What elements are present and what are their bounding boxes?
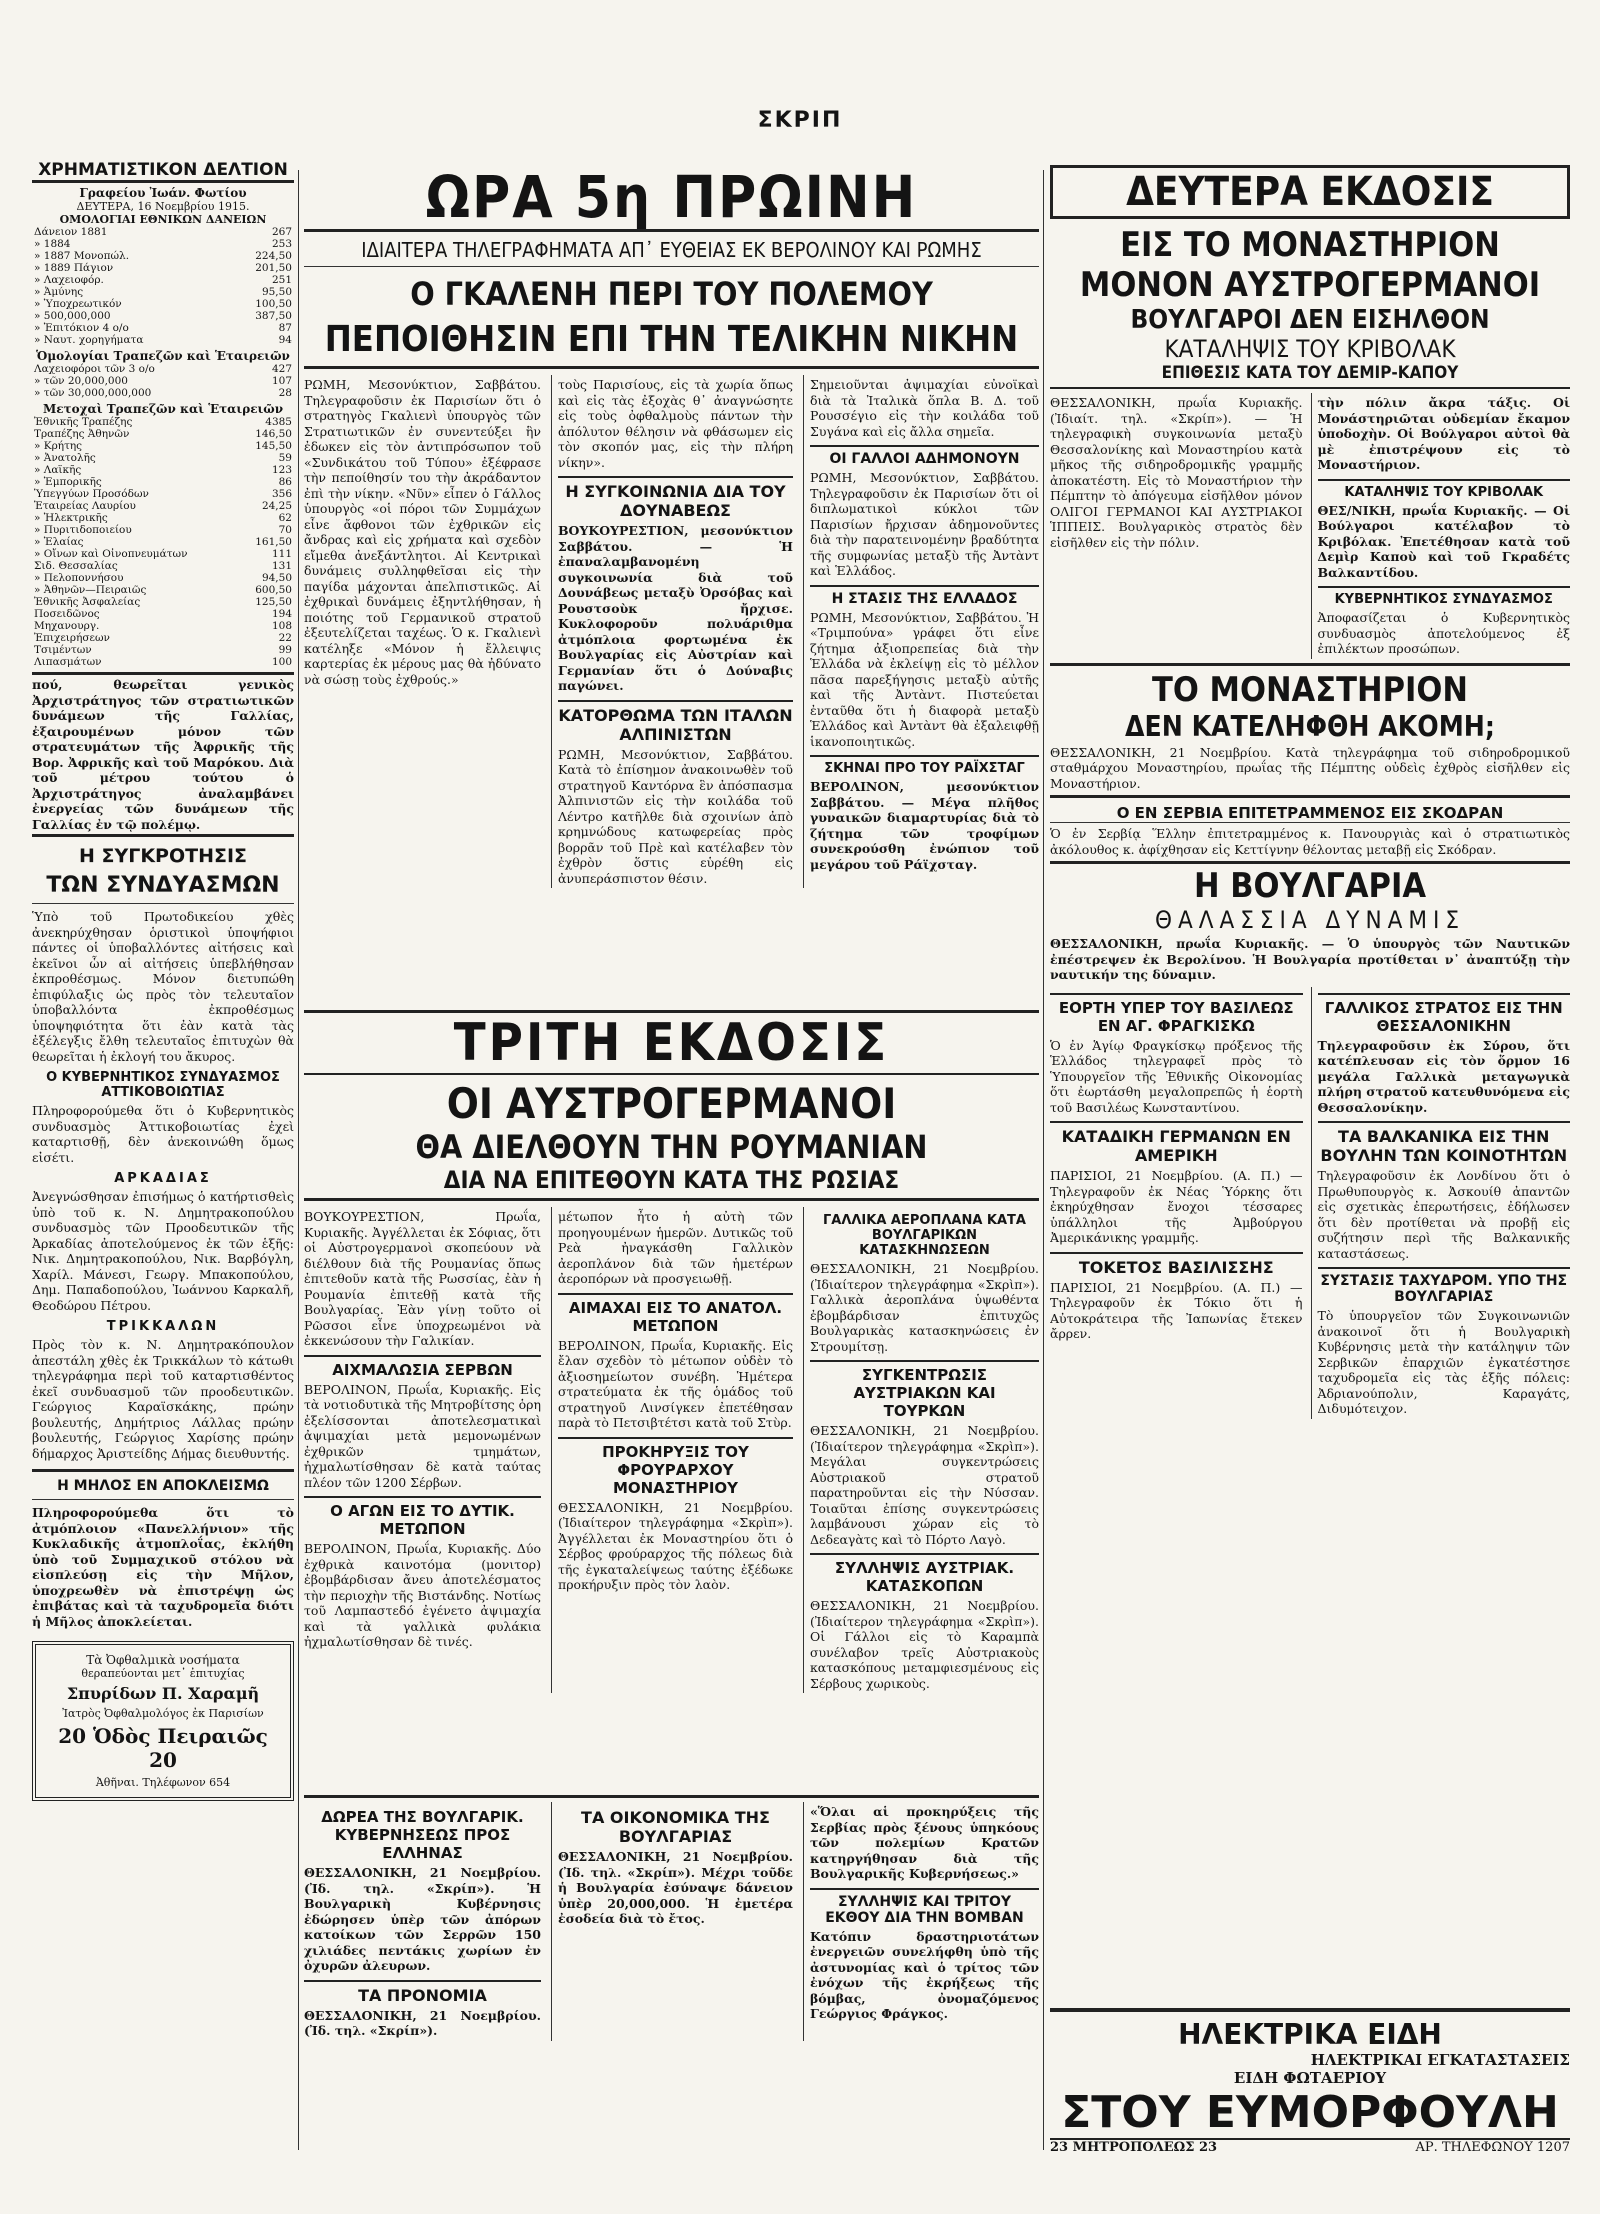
dorea-section	[304, 1795, 1039, 2155]
headline: ΣΚΗΝΑΙ ΠΡΟ ΤΟΥ ΡΑΪΧΣΤΑΓ	[810, 755, 1039, 776]
ad-phone: ΑΡ. ΤΗΛΕΦΩΝΟΥ 1207	[1415, 2140, 1570, 2155]
ad-address: 23 ΜΗΤΡΟΠΟΛΕΩΣ 23	[1050, 2140, 1218, 2155]
ad-line: Ἰατρὸς Ὀφθαλμολόγος ἐκ Παρισίων	[62, 1707, 264, 1720]
ad-title: ΗΛΕΚΤΡΙΚΑ ΕΙΔΗ	[1178, 2018, 1442, 2051]
article-text: μέτωπον ἦτο ἡ αὐτὴ τῶν προηγουμένων ἡμερῶν. Δυτικῶς τοῦ Ρεὰ ἠναγκάσθη Γαλλικὸν ἀεροπλάνον διὰ τῶν ἡμετέρων ἀεροπόρων νὰ προσγειωθῇ.	[557, 1209, 793, 1286]
exchange-name: Δάνειον 1881	[34, 226, 108, 238]
exchange-value: 59	[278, 452, 292, 464]
exchange-name: » Ναυτ. χορηγήματα	[34, 334, 144, 346]
exchange-value: 24,25	[261, 500, 292, 512]
article-text: Ἀνεγνώσθησαν ἐπισήμως ὁ κατήρτισθεὶς ὑπὸ τοῦ κ. Ν. Δημητρακοπούλου συνδυασμὸς τῶν Προοδευτικῶν τῆς Ἀρκαδίας ἀποτελούμενος ἐκ τῶν ἑξῆς: Νικ. Δημητρακοπούλου, Νικ. Βαρβόγλη, Χαρίλ. Μάνεσι, Γεωργ. Μπακοπούλου, Δημ. Παπαδοπούλου, Ἰωάννου Καρκαλῆ, Θεοδώρου Πέτρου.	[32, 1189, 294, 1313]
exchange-name: Ἐπιχειρήσεων	[34, 632, 110, 644]
exchange-value: 100,50	[255, 298, 292, 310]
exchange-value: 107	[271, 375, 292, 387]
exchange-value: 161,50	[255, 536, 292, 548]
exchange-name: Ἑταιρείας Λαυρίου	[34, 500, 136, 512]
headline: ΟΙ ΓΑΛΛΟΙ ΑΔΗΜΟΝΟΥΝ	[810, 445, 1039, 467]
article-text: ΡΩΜΗ, Μεσονύκτιον, Σαββάτου. Τηλεγραφοῦσιν ἐκ Παρισίων ὅτι ὁ στρατηγὸς Γκαλιενὶ ὑπουργὸς τῶν Στρατιωτικῶν ἐν συνεντεύξει ἣν ἐδωκεν εἰς τὸν ἀντιπρόσωπον τοῦ «Συνδικάτου τοῦ Τύπου» ἐξέφρασε τὴν πεποίθησίν του τὴν ἀκράδαντον ἐπὶ τὴν νίκην. «Νῦν» εἶπεν ὁ Γάλλος ὑπουργὸς «οἱ πόροι τῶν Συμμάχων εἶνε ἄφθονοι τῶν ἐχθρικῶν εἰς ἄνδρας καὶ εἰς χρήματα καὶ σχεδὸν εἴμεθα ἀνεξάντλητοι. Αἱ Κεντρικαὶ δυνάμεις συλληφθεῖσαι εἰς τὴν παγίδα μάχονται ἀπελπιστικῶς. Αἱ ἐχθρικαὶ δυνάμεις ἐξηντλήθησαν, ἡ ποιότης τοῦ Γερμανικοῦ στρατοῦ ἐξευτελίζεται ταχέως. Ὁ κ. Γκαλιενὶ κατέληξε «Μόνον ἡ ἔλλειψις καρτερίας ἐκ μέρους μας θὰ ἠδύνατο νὰ σώσῃ τοὺς ἐχθρούς.»	[304, 377, 541, 687]
article-text: Κατόπιν δραστηριοτάτων ἐνεργειῶν συνελήφθη ὑπὸ τῆς ἀστυνομίας καὶ ὁ τρίτος τῶν ἐνόχων τῆς ἐκρήξεως τῆς βόμβας, ὀνομαζόμενος Γεώργιος Φράγκος.	[809, 1928, 1039, 2021]
exchange-row	[32, 322, 294, 334]
exchange-row	[32, 584, 294, 596]
subheadline: ΤΡΙΚΚΑΛΩΝ	[106, 1319, 220, 1334]
exchange-date: ΔΕΥΤΕΡΑ, 16 Νοεμβρίου 1915.	[76, 200, 250, 213]
article-text: Ὑπὸ τοῦ Πρωτοδικείου χθὲς ἀνεκηρύχθησαν ὁριστικοὶ ὑποψήφιοι πάντες οἱ ὑποβαλλόντες αἰτήσεις καὶ ἐκεῖνοι ὧν αἱ αἰτήσεις ὑπεβλήθησαν ἐκπροθέσμως. Μόνον διετυπώθη ἐπιφύλαξις ὡς πρὸς τὸν τελευταῖον ὑποβαλλόντα ἐκπροθέσμως ὑποψηφιότητα ὅτι ἐὰν κατὰ τὰς ἐξέλεγξις ἔλθη τελευταῖος ἐπιτυχὼν θὰ θεωρεῖται ἡ ἐκλογή του ἄκυρος.	[32, 909, 294, 1064]
article-text: ΒΕΡΟΛΙΝΟΝ, Πρωΐα, Κυριακῆς. Δύο ἐχθρικὰ καινοτόμα (μονιτορ) ἐβομβάρδισαν ἄνευ ἀποτελέσματος τὴν περιοχὴν τῆς Βιστάνδης. Νοτίως τοῦ Λαμπαστεδό ἐγένετο ἀψιμαχία καὶ τὰ γαλλικὰ φυλάκια ἠχμαλωτίσθησαν δὲ τινές.	[304, 1541, 541, 1649]
exchange-table-shares	[32, 416, 294, 668]
exchange-name: » 1887 Μονοπώλ.	[34, 250, 130, 262]
exchange-value: 62	[278, 512, 292, 524]
article-text: ΒΕΡΟΛΙΝΟΝ, μεσονύκτιον Σαββάτου. — Μέγα πλῆθος γυναικῶν διαμαρτυρίας διὰ τὸ ζήτημα τῶν τροφίμων συνεκρούσθη ἐνώπιον τοῦ μεγάρου τοῦ Ράϊχσταγ.	[809, 779, 1039, 872]
ad-name: Σπυρίδων Π. Χαραμῆ	[66, 1684, 260, 1703]
exchange-value: 427	[271, 363, 292, 375]
ad-address: 20 Ὁδὸς Πειραιῶς 20	[58, 1724, 268, 1772]
exchange-row	[32, 262, 294, 274]
exchange-name: » Πυριτιδοποιείου	[34, 524, 132, 536]
headline: ΤΑ ΟΙΚΟΝΟΜΙΚΑ ΤΗΣ ΒΟΥΛΓΑΡΙΑΣ	[581, 1808, 770, 1846]
exchange-row	[32, 620, 294, 632]
gallieni-headline: Ο ΓΚΑΛΕΝΗ ΠΕΡΙ ΤΟΥ ΠΟΛΕΜΟΥ	[410, 275, 933, 313]
exchange-name: » Πελοποννήσου	[34, 572, 124, 584]
exchange-name: » τῶν 20,000,000	[34, 375, 128, 387]
exchange-row	[32, 286, 294, 298]
romania-headline: ΘΑ ΔΙΕΛΘΟΥΝ ΤΗΝ ΡΟΥΜΑΝΙΑΝ	[415, 1128, 928, 1166]
exchange-name: Ἐθνικῆς Ἀσφαλείας	[34, 596, 141, 608]
exchange-name: » Ἐμπορικῆς	[34, 476, 102, 488]
ad-line: θεραπεύονται μετ᾽ ἐπιτυχίας	[81, 1667, 245, 1680]
exchange-value: 86	[278, 476, 292, 488]
exchange-value: 94,50	[261, 572, 292, 584]
ad-line: Ἀθῆναι. Τηλέφωνον 654	[95, 1776, 231, 1789]
article-text: ΒΕΡΟΛΙΝΟΝ, Πρωΐα, Κυριακῆς. Εἰς ἔλαν σχεδὸν τὸ μέτωπον οὐδὲν τὸ ἀξιοσημείωτον συνέβη. Ἡμέτερα στρατεύματα ἐκ τῆς ὁμάδος τοῦ στρατηγοῦ Λινσίγκεν ἐπετέθησαν παρὰ τὸ Πετσιβτέτσι κατὰ τοῦ Στὺρ.	[557, 1337, 793, 1430]
exchange-section-title: ΟΜΟΛΟΓΙΑΙ ΕΘΝΙΚΩΝ ΔΑΝΕΙΩΝ	[59, 213, 267, 226]
article-text: Ὁ ἐν Ἁγίῳ Φραγκίσκῳ πρόξενος τῆς Ἑλλάδος τηλεγραφεῖ πρὸς τὸ Ὑπουργεῖον τῆς Ἐθνικῆς Οἰκονομίας ὅτι ἐωρτάσθη μεγαλοπρεπῶς ἡ ἑορτὴ τοῦ Βασιλέως Κωνσταντίνου.	[1050, 1037, 1303, 1115]
triti-banner: ΤΡΙΤΗ ΕΚΔΟΣΙΣ	[453, 1013, 890, 1073]
headline: ΣΥΓΚΕΝΤΡΩΣΙΣ ΑΥΣΤΡΙΑΚΩΝ ΚΑΙ ΤΟΥΡΚΩΝ	[810, 1360, 1039, 1420]
exchange-row	[32, 656, 294, 668]
headline: ΔΕΝ ΚΑΤΕΛΗΦΘΗ ΑΚΟΜΗ;	[1125, 709, 1495, 743]
headline: ΓΑΛΛΙΚΑ ΑΕΡΟΠΛΑΝΑ ΚΑΤΑ ΒΟΥΛΓΑΡΙΚΩΝ ΚΑΤΑΣΚΗΝΩΣΕΩΝ	[822, 1213, 1026, 1258]
article-text: «Ὅλαι αἱ προκηρύξεις τῆς Σερβίας πρὸς ξένους ὑπηκόους τῶν πολεμίων Κρατῶν κατηργήθησαν διὰ τῆς Βουλγαρικῆς Κυβερνήσεως.»	[809, 1804, 1039, 1881]
exchange-value: 70	[278, 524, 292, 536]
exchange-row	[32, 440, 294, 452]
article-text: Πρὸς τὸν κ. Ν. Δημητρακόπουλον ἀπεστάλη χθὲς ἐκ Τρικκάλων τὸ κάτωθι τηλεγράφημα περὶ τοῦ καταρτισθέντος ἐκεῖ συνδυασμοῦ τῶν προοδευτικῶν. Γεώργιος Καραϊσκάκης, πρώην βουλευτής, Δημήτριος Λάλλας πρώην βουλευτής, Γεώργιος Χαρίσης πρώην δήμαρχος Ἀριστείδης Δήμας διευθυντής.	[32, 1337, 294, 1461]
subheadline: ΑΡΚΑΔΙΑΣ	[114, 1171, 212, 1186]
article-text: ΘΕΣΣΑΛΟΝΙΚΗ, 21 Νοεμβρίου. (Ἰδιαίτερον τηλεγράφημα «Σκρὶπ»). Ἀγγέλλεται ἐκ Μοναστηρίου ὅτι ὁ Σέρβος φρούραρχος τῆς πόλεως διὰ τῆς ἐγκαταλείψεως ταύτης ἐξέδωκε προκήρυξιν πρὸς τὸν λαὸν.	[557, 1499, 793, 1592]
exchange-name: » Ἐλαίας	[34, 536, 84, 548]
article-text: τὴν πόλιν ἄκρα τάξις. Οἱ Μονάστηριῶται οὐδεμίαν ἔκαμον ὑποδοχὴν. Οἱ Βούλγαροι αὐτοὶ θὰ μὲ ἐπιστρέψουν εἰς τὸ Μοναστήριον.	[1317, 395, 1570, 472]
exchange-value: 108	[271, 620, 292, 632]
exchange-value: 145,50	[255, 440, 292, 452]
article-text: Πληροφορούμεθα ὅτι ὁ Κυβερνητικὸς συνδυασμὸς Ἀττικοβοιωτίας ἐχεὶ καταρτισθῇ, δὲν ἀνεκοινώθη ὅμως εἰσέτι.	[32, 1103, 294, 1165]
masthead: ΣΚΡΙΠ	[757, 108, 843, 133]
exchange-row	[32, 608, 294, 620]
exchange-name: Μηχανουργ.	[34, 620, 100, 632]
exchange-column	[32, 160, 294, 2150]
exchange-row	[32, 375, 294, 387]
exchange-row	[32, 250, 294, 262]
exchange-value: 125,50	[255, 596, 292, 608]
article-text: ΒΟΥΚΟΥΡΕΣΤΙΟΝ, μεσονύκτιον Σαββάτου. — Ἡ ἐπαναλαμβανομένη συγκοινωνία διὰ τοῦ Δουνάβεως μεταξὺ Ὀρσόβας καὶ Ρουστσοὺκ ἤρχισε. Κυκλοφοροῦν πολυάριθμα ἀτμόπλοια φορτωμένα ἐκ Βουλγαρίας εἰς Αὐστρίαν καὶ Γερμανίαν ὅτι ὁ Δούναβις παγώνει.	[557, 523, 793, 693]
exchange-row	[32, 226, 294, 238]
headline: ΤΑ ΒΑΛΚΑΝΙΚΑ ΕΙΣ ΤΗΝ ΒΟΥΛΗΝ ΤΩΝ ΚΟΙΝΟΤΗΤΩΝ	[1318, 1121, 1571, 1165]
exchange-office: Γραφείου Ἰωάν. Φωτίου	[79, 186, 247, 200]
exchange-name: Ποσειδῶνος	[34, 608, 100, 620]
ad-store: ΣΤΟΥ ΕΥΜΟΡΦΟΥΛΗ	[1061, 2087, 1559, 2138]
exchange-name: » Ἐπιτόκιον 4 ο/ο	[34, 322, 129, 334]
exchange-row	[32, 524, 294, 536]
article-text: ΘΕΣΣΑΛΟΝΙΚΗ, 21 Νοεμβρίου. (Ἰδιαίτερον τηλεγράφημα «Σκρὶπ»). Γαλλικὰ ἀεροπλάνα ὑψωθέντα ἐβομβάρδισαν ἐπιτυχῶς Βουλγαρικὰς κατασκηνώσεις ἐν Στρουμίτσῃ.	[809, 1261, 1039, 1354]
article-text: Τηλεγραφοῦσιν ἐκ Λονδίνου ὅτι ὁ Πρωθυπουργὸς κ. Ἀσκουίθ ἀπαντῶν εἰς σχετικὰς ἐπερωτήσεις, ἐδήλωσεν ὅτι δὲν προτίθεται νὰ προβῇ εἰς συζήτησιν περὶ τῆς Βαλκανικῆς καταστάσεως.	[1317, 1168, 1570, 1261]
headline: Η ΣΤΑΣΙΣ ΤΗΣ ΕΛΛΑΔΟΣ	[810, 585, 1039, 607]
headline: Η ΣΥΓΚΟΙΝΩΝΙΑ ΔΙΑ ΤΟΥ ΔΟΥΝΑΒΕΩΣ	[558, 476, 793, 520]
exchange-value: 224,50	[255, 250, 292, 262]
krivolak-headline: ΚΑΤΑΛΗΨΙΣ ΤΟΥ ΚΡΙΒΟΛΑΚ	[1164, 335, 1456, 363]
headline: ΚΑΤΑΛΗΨΙΣ ΤΟΥ ΚΡΙΒΟΛΑΚ	[1318, 479, 1571, 500]
exchange-value: 194	[271, 608, 292, 620]
exchange-name: Ὑπεγγύων Προσόδων	[34, 488, 149, 500]
headline: ΠΡΟΚΗΡΥΞΙΣ ΤΟΥ ΦΡΟΥΡΑΡΧΟΥ ΜΟΝΑΣΤΗΡΙΟΥ	[558, 1437, 793, 1497]
article-text: ΘΕΣΣΑΛΟΝΙΚΗ, πρωΐα Κυριακῆς. (Ἰδιαίτ. τηλ. «Σκρίπ»). — Ἡ τηλεγραφικὴ συγκοινωνία μεταξὺ Θεσσαλονίκης καὶ Μοναστηρίου κατὰ μῆκος τῆς σιδηροδρομικῆς γραμμῆς ἀποκατέστη. Εἰς τὸ Μοναστήριον τὴν Πέμπτην τὸ ἀπόγευμα εἰσῆλθον μόνον ΟΛΙΓΟΙ ΓΕΡΜΑΝΟΙ ΚΑΙ ΑΥΣΤΡΙΑΚΟΙ ἹΠΠΕΙΣ. Βουλγαρικὸς στρατὸς δὲν εἰσῆλθεν εἰς τὴν πόλιν.	[1050, 395, 1303, 550]
article-text: ΘΕΣ/ΝΙΚΗ, πρωΐα Κυριακῆς. — Οἱ Βούλγαροι κατέλαβον τὸ Κριβόλακ. Ἐπετέθησαν κατὰ τοῦ Δεμὶρ Καποὺ καὶ τοῦ Γκραδέτς Βαλκαντίδου.	[1317, 502, 1570, 580]
headline: ΑΙΜΑΧΑΙ ΕΙΣ ΤΟ ΑΝΑΤΟΛ. ΜΕΤΩΠΟΝ	[558, 1293, 793, 1335]
exchange-name: » Ὑποχρεωτικόν	[34, 298, 122, 310]
exchange-value: 267	[271, 226, 292, 238]
headline: ΘΑΛΑΣΣΙΑ ΔΥΝΑΜΙΣ	[1154, 906, 1466, 934]
exchange-value: 251	[271, 274, 292, 286]
exchange-name: » τῶν 30,000,000,000	[34, 387, 152, 399]
article-text: ΘΕΣΣΑΛΟΝΙΚΗ, 21 Νοεμβρίου. (Ἰδ. τηλ. «Σκρίπ»).	[304, 2007, 541, 2038]
exchange-row	[32, 596, 294, 608]
headline: ΣΥΛΛΗΨΙΣ ΑΥΣΤΡΙΑΚ. ΚΑΤΑΣΚΟΠΩΝ	[810, 1553, 1039, 1595]
article-text: Ἀποφασίζεται ὁ Κυβερνητικὸς συνδυασμὸς ἀποτελούμενος ἐξ ἐπιλέκτων προσώπων.	[1317, 610, 1570, 656]
headline: ΣΥΛΛΗΨΙΣ ΚΑΙ ΤΡΙΤΟΥ ΕΚΘΟΥ ΔΙΑ ΤΗΝ ΒΟΜΒΑΝ	[810, 1888, 1039, 1926]
exchange-row	[32, 632, 294, 644]
exchange-value: 131	[271, 560, 292, 572]
exchange-table-loans	[32, 226, 294, 346]
exchange-value: 387,50	[255, 310, 292, 322]
article-text: ΡΩΜΗ, Μεσονύκτιον, Σαββάτου. Κατὰ τὸ ἐπίσημον ἀνακοινωθὲν τοῦ στρατηγοῦ Καντόρνα ἓν ἀπόσπασμα Ἀλπινιστῶν εἰς τὴν κοιλάδα τοῦ Λέντρο κατῆλθε διὰ σχοινίων ἀπὸ κρημνώδους κατωφερείας πρὸς βορρᾶν τοῦ Πρὲ καὶ κατέλαβεν τὸν ἐχθρὸν ὅστις εὑρέθη εἰς ἀνυπεράσπιστον θέσιν.	[557, 746, 793, 886]
exchange-row	[32, 238, 294, 250]
eye-doctor-ad	[32, 1641, 294, 1801]
exchange-row	[32, 416, 294, 428]
article-text: τοὺς Παρισίους, εἰς τὰ χωρία ὅπως καὶ εἰς τὰς ἐξοχὰς θ᾽ ἀναγνώσητε εἰς τοὺς ὀφθαλμοὺς πάντων τὴν ἀπόλυτον θέλησιν νὰ φθάσωμεν εἰς τὸν σκοπόν μας, εἰς τὴν πλήρη νίκην».	[557, 377, 793, 470]
exchange-row	[32, 572, 294, 584]
exchange-row	[32, 452, 294, 464]
exchange-value: 111	[271, 548, 292, 560]
exchange-row	[32, 464, 294, 476]
headline: ΣΥΣΤΑΣΙΣ ΤΑΧΥΔΡΟΜ. ΥΠΟ ΤΗΣ ΒΟΥΛΓΑΡΙΑΣ	[1318, 1267, 1571, 1305]
exchange-value: 87	[278, 322, 292, 334]
monastirion-headline: ΕΙΣ ΤΟ ΜΟΝΑΣΤΗΡΙΟΝ	[1120, 225, 1500, 265]
article-text: ΘΕΣΣΑΛΟΝΙΚΗ, πρωΐα Κυριακῆς. — Ὁ ὑπουργὸς τῶν Ναυτικῶν ἐπέστρεψεν ἐκ Βερολίνου. Ἡ Βουλγαρία προτίθεται ν᾽ ἀναπτύξῃ τὴν ναυτικήν της δύναμιν.	[1050, 936, 1570, 982]
headline: ΚΥΒΕΡΝΗΤΙΚΟΣ ΣΥΝΔΥΑΣΜΟΣ	[1318, 586, 1571, 607]
headline: Η ΒΟΥΛΓΑΡΙΑ	[1194, 866, 1426, 906]
russia-headline: ΔΙΑ ΝΑ ΕΠΙΤΕΘΟΥΝ ΚΑΤΑ ΤΗΣ ΡΩΣΙΑΣ	[304, 1166, 1039, 1201]
exchange-row	[32, 298, 294, 310]
article-text: ΘΕΣΣΑΛΟΝΙΚΗ, 21 Νοεμβρίου. Κατὰ τηλεγράφημα τοῦ σιδηροδρομικοῦ σταθμάρχου Μοναστηρίου, πρωΐας τῆς Πέμπτης οὐδεὶς ἐχθρὸς εἰσῆλθεν εἰς Μοναστήριον.	[1050, 744, 1570, 791]
exchange-name: Τραπέζης Ἀθηνῶν	[34, 428, 130, 440]
exchange-name: » Ἀθηνῶν—Πειραιῶς	[34, 584, 147, 596]
exchange-row	[32, 536, 294, 548]
exchange-table-bonds	[32, 363, 294, 399]
exchange-name: » Ἀμύνης	[34, 286, 84, 298]
exchange-value: 253	[271, 238, 292, 250]
exchange-value: 146,50	[255, 428, 292, 440]
headline: ΤΟ ΜΟΝΑΣΤΗΡΙΟΝ	[1152, 669, 1468, 710]
article-text: Τηλεγραφοῦσιν ἐκ Σύρου, ὅτι κατέπλευσαν εἰς τὸν ὅρμον 16 μεγάλα Γαλλικὰ μεταγωγικὰ πλήρη στρατοῦ κατευθυνόμενα εἰς Θεσσαλονίκην.	[1317, 1037, 1570, 1115]
exchange-name: Τσιμέντων	[34, 644, 92, 656]
article-text: ΘΕΣΣΑΛΟΝΙΚΗ, 21 Νοεμβρίου. (Ἰδιαίτερον τηλεγράφημα «Σκρὶπ»). Οἱ Γάλλοι εἰς τὸ Καραμπὰ συνέλαβον τρεῖς Αὐστριακοὺς κατασκόπους μεταμφιεσμένους εἰς Σέρβους χωρικοὺς.	[809, 1598, 1039, 1691]
article-text: Σημειοῦνται ἀψιμαχίαι εὐνοϊκαὶ διὰ τὰ Ἰταλικὰ ὅπλα Β. Δ. τοῦ Ρουσσέγιο εἰς τὴν κοιλάδα τοῦ Συγάνα καὶ εἰς ἄλλα σημεῖα.	[809, 377, 1039, 439]
exchange-value: 22	[278, 632, 292, 644]
headline: Η ΣΥΓΚΡΟΤΗΣΙΣ	[78, 845, 248, 867]
headline: Ο ΕΝ ΣΕΡΒΙΑ ΕΠΙΤΕΤΡΑΜΜΕΝΟΣ ΕΙΣ ΣΚΟΔΡΑΝ	[1050, 804, 1570, 823]
headline: ΤΑ ΠΡΟΝΟΜΙΑ	[304, 1980, 541, 2005]
exchange-row	[32, 644, 294, 656]
austro-only-headline: ΜΟΝΟΝ ΑΥΣΤΡΟΓΕΡΜΑΝΟΙ	[1079, 265, 1541, 305]
triti-section	[304, 1010, 1039, 1790]
headline: Ο ΑΓΩΝ ΕΙΣ ΤΟ ΔΥΤΙΚ. ΜΕΤΩΠΟΝ	[304, 1496, 541, 1538]
exchange-name: Ἐθνικῆς Τραπέζης	[34, 416, 133, 428]
exchange-name: » Λαϊκῆς	[34, 464, 82, 476]
exchange-row	[32, 274, 294, 286]
headline: ΤΩΝ ΣΥΝΔΥΑΣΜΩΝ	[46, 873, 280, 898]
austro-headline: ΟΙ ΑΥΣΤΡΟΓΕΡΜΑΝΟΙ	[304, 1073, 1039, 1128]
article-text: ΠΑΡΙΣΙΟΙ, 21 Νοεμβρίου. (Α. Π.) — Τηλεγραφοῦν ἐκ Τόκιο ὅτι ἡ Αὐτοκράτειρα τῆς Ἰαπωνίας ἔτεκεν ἄρρεν.	[1050, 1279, 1303, 1341]
exchange-row	[32, 428, 294, 440]
hora-section	[304, 165, 1039, 1005]
exchange-section-title: Ὁμολογίαι Τραπεζῶν καὶ Ἑταιρειῶν	[36, 349, 290, 363]
hora-banner: ΩΡΑ 5η ΠΡΩΙΝΗ	[304, 165, 1039, 232]
exchange-row	[32, 560, 294, 572]
article-text: ΒΕΡΟΛΙΝΟΝ, Πρωΐα, Κυριακῆς. Εἰς τὰ νοτιοδυτικὰ τῆς Μητροβίτσης ὁρη ἐξελίσσονται ἀποτελεσματικαὶ ἀψιμαχίαι μετὰ μεμονωμένων ἐχθρικῶν τμημάτων, ἠχμαλωτίσθησαν δὲ κατὰ ταύτας πλέον τῶν 1200 Σέρβων.	[304, 1381, 541, 1490]
article-text: Πληροφορούμεθα ὅτι τὸ ἀτμόπλοιον «Πανελλήνιον» τῆς Κυκλαδικῆς ἀτμοπλοΐας, ἐκλήθη ὑπὸ τοῦ Συμμαχικοῦ στόλου νὰ εἰσπλεύσῃ εἰς τὴν Μῆλον, ὑποχρεωθὲν νὰ ἐπιστρέψῃ ὡς ἐπιβάτας καὶ τὰ ταχυδρομεῖα διότι ἡ Μῆλος ἀποκλείεται.	[32, 1505, 294, 1629]
exchange-name: Λιπασμάτων	[34, 656, 102, 668]
exchange-name: Σιδ. Θεσσαλίας	[34, 560, 118, 572]
article-text: πού, θεωρεῖται γενικὸς Ἀρχιστράτηγος τῶν στρατιωτικῶν δυνάμεων τῆς Γαλλίας, ἐξαιρουμένων μόνον τῶν στρατευμάτων τῆς Ἀφρικῆς τῆς Βορ. Ἀφρικῆς καὶ τοῦ Μαρόκου. Διὰ τοῦ μέτρου τούτου ὁ Ἀρχιστράτηγος ἀναλαμβάνει ἐνεργείας τῶν δυνάμεων τῆς Γαλλίας ἐν τῷ πολέμῳ.	[32, 677, 294, 832]
exchange-value: 201,50	[255, 262, 292, 274]
headline: ΓΑΛΛΙΚΟΣ ΣΤΡΑΤΟΣ ΕΙΣ ΤΗΝ ΘΕΣΣΑΛΟΝΙΚΗΝ	[1318, 993, 1571, 1035]
ad-line: ΕΙΔΗ ΦΩΤΑΕΡΙΟΥ	[1233, 2069, 1387, 2087]
exchange-name: » 500,000,000	[34, 310, 111, 322]
article-text: Ὁ ἐν Σερβίᾳ Ἕλλην ἐπιτετραμμένος κ. Πανουργιὰς καὶ ὁ στρατιωτικὸς ἀκόλουθος κ. ἀφίχθησαν εἰς Κεττίγνην θέλοντας μεταβῇ εἰς Σκόδραν.	[1050, 826, 1570, 857]
exchange-value: 600,50	[255, 584, 292, 596]
exchange-row	[32, 334, 294, 346]
subheadline: Ο ΚΥΒΕΡΝΗΤΙΚΟΣ ΣΥΝΔΥΑΣΜΟΣ ΑΤΤΙΚΟΒΟΙΩΤΙΑΣ	[46, 1070, 280, 1100]
exchange-row	[32, 363, 294, 375]
exchange-name: Λαχειοφόροι τῶν 3 ο/ο	[34, 363, 155, 375]
exchange-row	[32, 387, 294, 399]
bulgarians-headline: ΒΟΥΛΓΑΡΟΙ ΔΕΝ ΕΙΣΗΛΘΟΝ	[1130, 305, 1490, 335]
headline: ΔΩΡΕΑ ΤΗΣ ΒΟΥΛΓΑΡΙΚ. ΚΥΒΕΡΝΗΣΕΩΣ ΠΡΟΣ ΕΛΛΗΝΑΣ	[321, 1808, 524, 1862]
article-text: ΘΕΣΣΑΛΟΝΙΚΗ, 21 Νοεμβρίου. (Ἰδ. τηλ. «Σκρίπ»). Μέχρι τοῦδε ἡ Βουλγαρία ἐσύναψε δάνειον ὑπὲρ 20,000,000. Ἡ ἐμετέρα ἐσοδεία διὰ τὸ ἔτος.	[557, 1849, 793, 1926]
exchange-section-title: Μετοχαὶ Τραπεζῶν καὶ Ἑταιρειῶν	[42, 402, 284, 416]
headline: ΚΑΤΑΔΙΚΗ ΓΕΡΜΑΝΩΝ ΕΝ ΑΜΕΡΙΚΗ	[1050, 1121, 1303, 1165]
exchange-value: 94	[278, 334, 292, 346]
exchange-value: 100	[271, 656, 292, 668]
exchange-row	[32, 512, 294, 524]
victory-headline: ΠΕΠΟΙΘΗΣΙΝ ΕΠΙ ΤΗΝ ΤΕΛΙΚΗΝ ΝΙΚΗΝ	[304, 319, 1039, 369]
exchange-name: » 1884	[34, 238, 71, 250]
exchange-value: 95,50	[261, 286, 292, 298]
exchange-row	[32, 310, 294, 322]
article-text: Τὸ ὑπουργεῖον τῶν Συγκοινωνιῶν ἀνακοινοῖ ὅτι ἡ Βουλγαρικὴ Κυβέρνησις μετὰ τὴν κατάληψιν τῶν Σερβικῶν ἐπαρχιῶν ἐγκατέστησε ταχυδρομεῖα εἰς τὰς ἑξῆς πόλεις: Ἀδριανούπολιν, Καραγάτς, Διδυμότειχον.	[1317, 1308, 1570, 1416]
article-text: ΘΕΣΣΑΛΟΝΙΚΗ, 21 Νοεμβρίου. (Ἰδ. τηλ. «Σκρίπ»). Ἡ Βουλγαρικὴ Κυβέρνησις ἐδώρησεν ὑπὲρ τῶν ἀπόρων κατοίκων τῶν Σερρῶν 150 χιλιάδες πεντάκις χωρίων ἐν ὀχυρῶν ἀλευρων.	[304, 1865, 541, 1973]
exchange-value: 99	[278, 644, 292, 656]
second-edition-banner: ΔΕΥΤΕΡΑ ΕΚΔΟΣΙΣ	[1050, 165, 1570, 219]
electrical-ad	[1050, 2008, 1570, 2155]
exchange-row	[32, 488, 294, 500]
headline: Η ΜΗΛΟΣ ΕΝ ΑΠΟΚΛΕΙΣΜΩ	[57, 1478, 269, 1494]
exchange-value: 4385	[265, 416, 292, 428]
exchange-name: » Ἀνατολῆς	[34, 452, 96, 464]
exchange-value: 356	[271, 488, 292, 500]
exchange-title: ΧΡΗΜΑΤΙΣΤΙΚΟΝ ΔΕΛΤΙΟΝ	[32, 160, 294, 183]
exchange-row	[32, 476, 294, 488]
headline: ΑΙΧΜΑΛΩΣΙΑ ΣΕΡΒΩΝ	[304, 1355, 541, 1379]
exchange-row	[32, 500, 294, 512]
article-text: ΡΩΜΗ, Μεσονύκτιον, Σαββάτου. Ἡ «Τριμπούνα» γράφει ὅτι εἶνε ζήτημα ἀξιοπρεπείας διὰ τὴν Ἑλλάδα νὰ ἐκλείψῃ εἰς τὸ μέλλον πᾶσα παρεξήγησις μεταξὺ αὐτῆς καὶ τῆς Ἀντὰντ. Πιστεύεται ἐνταῦθα ὅτι ἡ διαφορὰ μεταξὺ Ἑλλάδος καὶ Ἀντὰντ θὰ ἐξαλειφθῇ ἱκανοποιητικῶς.	[809, 609, 1039, 749]
demir-kapou-headline: ΕΠΙΘΕΣΙΣ ΚΑΤΑ ΤΟΥ ΔΕΜΙΡ-ΚΑΠΟΥ	[1050, 363, 1570, 389]
exchange-name: » Οἴνων καὶ Οἰνοπνευμάτων	[34, 548, 188, 560]
exchange-name: » 1889 Πάγιον	[34, 262, 114, 274]
hora-subtitle: ΙΔΙΑΙΤΕΡΑ ΤΗΛΕΓΡΑΦΗΜΑΤΑ ΑΠ᾽ ΕΥΘΕΙΑΣ ΕΚ ΒΕΡΟΛΙΝΟΥ ΚΑΙ ΡΩΜΗΣ	[304, 238, 1039, 267]
exchange-row	[32, 548, 294, 560]
exchange-name: » Λαχειοφόρ.	[34, 274, 104, 286]
exchange-name: » Ἠλεκτρικῆς	[34, 512, 108, 524]
exchange-name: » Κρήτης	[34, 440, 83, 452]
ad-line: Τὰ Ὀφθαλμικὰ νοσήματα	[86, 1653, 240, 1667]
headline: ΚΑΤΟΡΘΩΜΑ ΤΩΝ ΙΤΑΛΩΝ ΑΛΠΙΝΙΣΤΩΝ	[558, 700, 793, 744]
article-text: ΡΩΜΗ, Μεσονύκτιον, Σαββάτου. Τηλεγραφοῦσιν ἐκ Παρισίων ὅτι οἱ διπλωματικοὶ κύκλοι τῶν Παρισίων ἤρχισαν ἀδημονοῦντες διὰ τὴν παρατεινομένην βραδύτητα τῆς συμφωνίας μεταξὺ τῆς Ἀντὰντ καὶ Ἑλλάδος.	[809, 470, 1039, 578]
exchange-value: 28	[278, 387, 292, 399]
exchange-value: 123	[271, 464, 292, 476]
second-edition-column	[1050, 165, 1570, 2155]
headline: ΕΟΡΤΗ ΥΠΕΡ ΤΟΥ ΒΑΣΙΛΕΩΣ ΕΝ ΑΓ. ΦΡΑΓΚΙΣΚΩ	[1050, 993, 1303, 1035]
article-text: ΒΟΥΚΟΥΡΕΣΤΙΟΝ, Πρωΐα, Κυριακῆς. Ἀγγέλλεται ἐκ Σόφιας, ὅτι οἱ Αὐστρογερμανοὶ σκοπεύουν νὰ διέλθουν διὰ τῆς Ρουμανίας ὅπως ἐπιτεθοῦν κατὰ τῆς Ρωσσίας, ἐὰν ἡ Ρουμανία ἐπιτεθῇ κατὰ τῆς Βουλγαρίας. Ἐὰν γίνῃ τοῦτο οἱ Ρῶσσοι εἶνε ὑποχρεωμένοι νὰ ἐκκενώσουν τὴν Γαλικίαν.	[304, 1209, 541, 1348]
article-text: ΘΕΣΣΑΛΟΝΙΚΗ, 21 Νοεμβρίου. (Ἰδιαίτερον τηλεγράφημα «Σκρὶπ»). Μεγάλαι συγκεντρώσεις Αὐστριακοῦ στρατοῦ παρατηροῦνται εἰς τὴν Νύσσαν. Τοιαῦται ἐπίσης συγκεντρώσεις λαμβάνουσι χώραν εἰς τὸ Δεδεαγὰτς καὶ τὸ Πόρτο Λαγὸ.	[809, 1423, 1039, 1547]
ad-line: ΗΛΕΚΤΡΙΚΑΙ ΕΓΚΑΤΑΣΤΑΣΕΙΣ	[1310, 2051, 1570, 2069]
article-text: ΠΑΡΙΣΙΟΙ, 21 Νοεμβρίου. (Α. Π.) — Τηλεγραφοῦν ἐκ Νέας Ὑόρκης ὅτι ἐκηρύχθησαν ἔνοχοι τέσσαρες ὑπάλληλοι τῆς Ἀμβούργου Ἀμερικάνικης γραμμῆς.	[1050, 1168, 1303, 1245]
headline: ΤΟΚΕΤΟΣ ΒΑΣΙΛΙΣΣΗΣ	[1050, 1252, 1303, 1277]
